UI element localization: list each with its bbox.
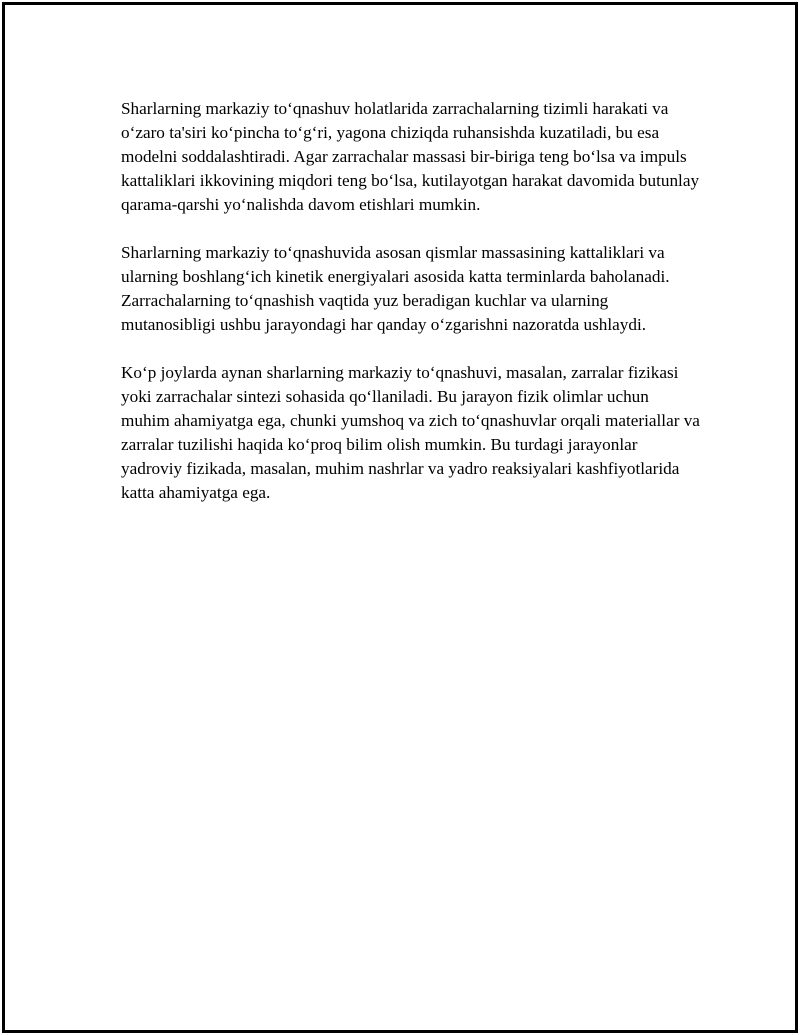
page-border xyxy=(2,2,798,1033)
paragraph: Ko‘p joylarda aynan sharlarning markaziy to‘qnashuvi, masalan, zarralar fizikasi yoki zarrachalar sintezi sohasida qo‘llaniladi. Bu jarayon fizik olimlar uchun muhim ahamiyatga ega, chunki yumshoq va zich to‘qnashuvlar orqali materiallar va zarralar tuzilishi haqida ko‘proq bilim olish mumkin. Bu turdagi jarayonlar yadroviy fizikada, masalan, muhim nashrlar va yadro reaksiyalari kashfiyotlarida katta ahamiyatga ega. xyxy=(121,363,700,502)
document-body xyxy=(121,97,701,529)
paragraph: Sharlarning markaziy to‘qnashuv holatlarida zarrachalarning tizimli harakati va o‘zaro ta'siri ko‘pincha to‘g‘ri, yagona chiziqda ruhansishda kuzatiladi, bu esa modelni soddalashtiradi. Agar zarrachalar massasi bir-biriga teng bo‘lsa va impuls kattaliklari ikkovining miqdori teng bo‘lsa, kutilayotgan harakat davomida butunlay qarama-qarshi yo‘nalishda davom etishlari mumkin. xyxy=(121,99,700,214)
paragraph: Sharlarning markaziy to‘qnashuvida asosan qismlar massasining kattaliklari va ularning boshlang‘ich kinetik energiyalari asosida katta terminlarda baholanadi. Zarrachalarning to‘qnashish vaqtida yuz beradigan kuchlar va ularning mutanosibligi ushbu jarayondagi har qanday o‘zgarishni nazoratda ushlaydi. xyxy=(121,243,670,334)
